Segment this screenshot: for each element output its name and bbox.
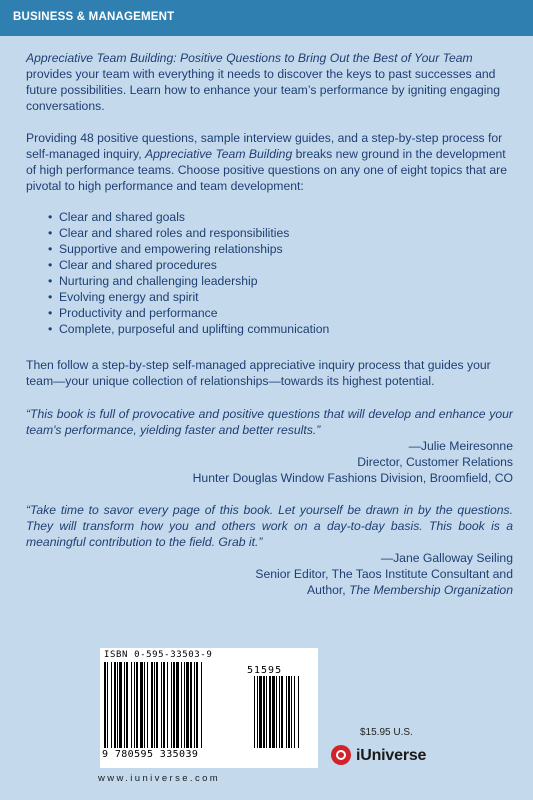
topic-label: Complete, purposeful and uplifting communication xyxy=(59,322,330,336)
quote-author-title: Senior Editor, The Taos Institute Consultant and xyxy=(255,567,513,581)
barcode-bar xyxy=(201,662,202,748)
barcode-bar xyxy=(119,662,122,748)
barcode xyxy=(100,648,318,768)
topic-label: Clear and shared goals xyxy=(59,210,186,224)
barcode-bar xyxy=(136,662,138,748)
barcode-bar xyxy=(147,662,148,748)
list-item xyxy=(48,289,513,305)
bullet-icon: • xyxy=(48,258,53,272)
topic-label: Clear and shared roles and responsibilities xyxy=(59,226,290,240)
intro-rest: provides your team with everything it needs to discover the keys to past successes and future possibilities. Learn how to enhance your team’s performance by igniting engaging conversations. xyxy=(26,67,501,113)
list-item xyxy=(48,305,513,321)
author-book-title: The Membership Organization xyxy=(349,583,513,597)
description-after: breaks new ground in the development of high performance teams. Choose positive questions on any one of eight topics that are pivotal to high performance and team development: xyxy=(26,147,508,193)
closing-paragraph: Then follow a step-by-step self-managed appreciative inquiry process that guides your team—your unique collection of relationships—towards its highest potential. xyxy=(26,358,491,388)
list-item xyxy=(48,225,513,241)
topic-label: Supportive and empowering relationships xyxy=(59,242,283,256)
barcode-bar xyxy=(126,662,128,748)
barcode-bar xyxy=(167,662,168,748)
list-item xyxy=(48,273,513,289)
barcode-bar xyxy=(151,662,153,748)
bullet-icon: • xyxy=(48,274,53,288)
barcode-bar xyxy=(259,676,262,748)
barcode-bar xyxy=(288,676,290,748)
website-url: www.iuniverse.com xyxy=(98,773,221,784)
bullet-icon: • xyxy=(48,210,53,224)
barcode-bar xyxy=(156,662,158,748)
barcode-bar xyxy=(196,662,198,748)
barcode-bar xyxy=(279,676,280,748)
quote-author-name: —Jane Galloway Seiling xyxy=(380,551,513,565)
barcode-bar xyxy=(291,676,292,748)
bullet-icon: • xyxy=(48,290,53,304)
price-code: 51595 xyxy=(247,665,283,676)
quote-meiresonne: “This book is full of provocative and positive questions that will develop and enhance your team's performance, yielding faster and better results.” xyxy=(26,407,513,437)
ean-digits: 9 780595 335039 xyxy=(102,749,199,760)
barcode-bar xyxy=(124,662,125,748)
barcode-bar xyxy=(163,662,165,748)
barcode-bar xyxy=(190,662,192,748)
barcode-bar xyxy=(181,662,182,748)
barcode-bar xyxy=(117,662,118,748)
barcode-bar xyxy=(276,676,277,748)
barcode-bar xyxy=(104,662,106,748)
barcode-bars xyxy=(102,662,316,750)
isbn-label: ISBN 0-595-33503-9 xyxy=(104,650,213,660)
barcode-bar xyxy=(111,662,112,748)
category-band xyxy=(0,0,533,36)
barcode-bar xyxy=(173,662,175,748)
barcode-bar xyxy=(281,676,283,748)
barcode-bar xyxy=(114,662,116,748)
list-item xyxy=(48,209,513,225)
publisher-name: iUniverse xyxy=(356,747,427,764)
description-before: Providing 48 positive questions, sample interview guides, and a step-by-step process for self-managed inquiry, xyxy=(26,131,503,161)
bullet-icon: • xyxy=(48,242,53,256)
price-label: $15.95 U.S. xyxy=(360,727,413,738)
barcode-bar xyxy=(161,662,162,748)
topic-label: Evolving energy and spirit xyxy=(59,290,199,304)
barcode-bar xyxy=(263,676,265,748)
barcode-bar xyxy=(144,662,145,748)
intro-paragraph xyxy=(26,50,513,114)
barcode-bar xyxy=(176,662,179,748)
quote-seiling: “Take time to savor every page of this book. Let yourself be drawn in by the questions. They will transform how you and others work on a day-to-day basis. This book is a meaningful contribution to the field. Grab it.” xyxy=(26,503,513,549)
barcode-bar xyxy=(257,676,258,748)
category-label: BUSINESS & MANAGEMENT xyxy=(13,11,175,23)
bullet-icon: • xyxy=(48,226,53,240)
quote-author-name: —Julie Meiresonne xyxy=(408,439,513,453)
bullet-icon: • xyxy=(48,306,53,320)
iuniverse-logo-icon xyxy=(330,744,352,766)
author-prefix: Author, xyxy=(307,583,350,597)
barcode-bar xyxy=(186,662,189,748)
list-item xyxy=(48,241,513,257)
topic-list xyxy=(26,209,513,337)
list-item xyxy=(48,321,513,337)
barcode-bar xyxy=(107,662,108,748)
barcode-bar xyxy=(266,676,267,748)
back-cover-text xyxy=(26,50,513,598)
barcode-bar xyxy=(286,676,287,748)
barcode-bar xyxy=(171,662,172,748)
barcode-bar xyxy=(184,662,185,748)
barcode-bar xyxy=(154,662,155,748)
description-paragraph xyxy=(26,130,513,194)
quote-author-title: Director, Customer Relations xyxy=(357,455,513,469)
barcode-bar xyxy=(254,676,255,748)
barcode-bar xyxy=(194,662,195,748)
barcode-bar xyxy=(131,662,132,748)
barcode-bar xyxy=(294,676,295,748)
barcode-bar xyxy=(272,676,275,748)
book-title: Appreciative Team Building: Positive Questions to Bring Out the Best of Your Team xyxy=(26,51,473,65)
publisher-logo xyxy=(330,742,470,770)
barcode-bar xyxy=(140,662,143,748)
topic-label: Clear and shared procedures xyxy=(59,258,217,272)
barcode-bar xyxy=(298,676,299,748)
topic-label: Nurturing and challenging leadership xyxy=(59,274,258,288)
topic-label: Productivity and performance xyxy=(59,306,218,320)
quote-author-org: Hunter Douglas Window Fashions Division, Broomfield, CO xyxy=(192,471,513,485)
list-item xyxy=(48,257,513,273)
description-title: Appreciative Team Building xyxy=(145,147,293,161)
bullet-icon: • xyxy=(48,322,53,336)
barcode-bar xyxy=(269,676,271,748)
quote-author-book xyxy=(26,582,513,598)
barcode-bar xyxy=(134,662,135,748)
